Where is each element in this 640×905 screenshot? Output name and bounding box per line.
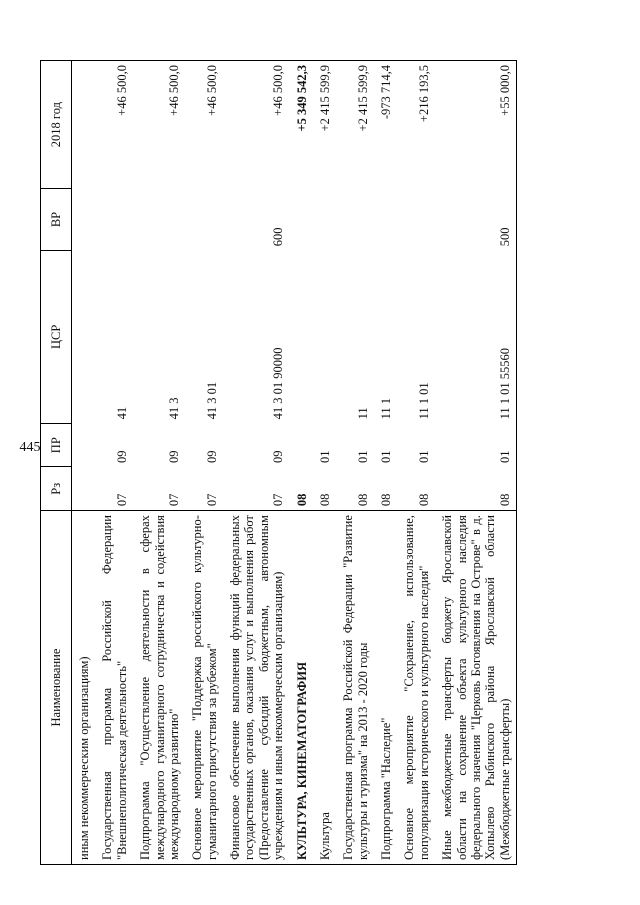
row-pr: 01 [379, 450, 393, 463]
table-row [185, 61, 223, 865]
row-vr [133, 189, 185, 251]
row-rz: 08 [397, 467, 435, 511]
row-rz: 07 [95, 467, 133, 511]
row-pr [72, 423, 96, 467]
table-row [435, 61, 516, 865]
row-amount: -973 714,4 [374, 61, 397, 189]
row-csr: 41 [114, 406, 129, 420]
row-pr: 09 [166, 450, 181, 463]
row-name: Государственная программа Российской Федерации "Развитие культуры и туризма" на 2013 - 2020 годы [336, 511, 374, 865]
row-pr: 01 [317, 450, 332, 463]
header-csr: ЦСР [41, 250, 72, 423]
row-amount: +46 500,0 [133, 61, 185, 189]
row-name: Основное мероприятие "Поддержка российского культурно-гуманитарного присутствия за рубежом" [185, 511, 223, 865]
row-name: Подпрограмма "Наследие" [374, 511, 397, 865]
row-rz: 08 [336, 467, 374, 511]
row-rz: 08 [313, 467, 336, 511]
row-name: Иные межбюджетные трансферты бюджету Ярославской области на сохранение объекта культурного наследия федерального значения "Церковь Богоявления на Острове" в д. Хопылево Рыбинского района Ярославской области (Межбюджетные трансферты) [435, 511, 516, 865]
row-vr [397, 189, 435, 251]
table-body [72, 61, 517, 865]
row-name: Подпрограмма "Осуществление деятельности в сферах международного гуманитарного сотрудничества и содействия международному развитию" [133, 511, 185, 865]
row-amount [72, 61, 96, 189]
row-amount: +46 500,0 [223, 61, 290, 189]
row-csr: 11 1 [379, 397, 393, 420]
row-pr: 09 [204, 450, 219, 463]
row-amount: +216 193,5 [397, 61, 435, 189]
row-name: Финансовое обеспечение выполнения функций федеральных государственных органов, оказания услуг и выполнения работ (Предоставление субсидий бюджетным, автономным учреждениям и иным некоммерческим организациям) [223, 511, 290, 865]
header-rz: Рз [41, 467, 72, 511]
page-number: 445 [19, 440, 41, 455]
row-rz: 07 [223, 467, 290, 511]
rotated-table-wrapper [40, 60, 608, 865]
table-row [72, 61, 96, 865]
row-pr: 01 [435, 423, 516, 467]
row-amount: +5 349 542,3 [290, 61, 313, 189]
row-vr [95, 189, 133, 251]
row-amount: +2 415 599,9 [336, 61, 374, 189]
row-amount: +55 000,0 [435, 61, 516, 189]
header-name: Наименование [41, 511, 72, 865]
header-pr: ПР [41, 423, 72, 467]
row-csr [72, 250, 96, 423]
row-name: Государственная программа Российской Федерации "Внешнеполитическая деятельность" [95, 511, 133, 865]
header-row [41, 61, 72, 865]
row-rz: 07 [133, 467, 185, 511]
row-csr: 11 [355, 407, 370, 420]
table-row [313, 61, 336, 865]
row-vr [185, 189, 223, 251]
row-vr: 500 [435, 189, 516, 251]
row-pr: 01 [416, 450, 431, 463]
row-rz: 07 [185, 467, 223, 511]
table-row [397, 61, 435, 865]
header-vr: ВР [41, 189, 72, 251]
row-vr [290, 189, 313, 251]
row-name: Культура [313, 511, 336, 865]
row-csr [313, 250, 336, 423]
row-csr [290, 250, 313, 423]
row-name: иным некоммерческим организациям) [72, 511, 96, 865]
row-name: КУЛЬТУРА, КИНЕМАТОГРАФИЯ [290, 511, 313, 865]
table-row [223, 61, 290, 865]
row-vr [313, 189, 336, 251]
row-vr [374, 189, 397, 251]
row-pr [290, 423, 313, 467]
row-pr: 01 [355, 450, 370, 463]
row-csr: 41 3 01 [204, 381, 219, 420]
row-pr: 09 [114, 450, 129, 463]
table-row [374, 61, 397, 865]
row-vr [72, 189, 96, 251]
row-amount: +2 415 599,9 [313, 61, 336, 189]
row-vr: 600 [271, 227, 286, 247]
row-csr: 41 3 [166, 397, 181, 420]
row-csr: 41 3 01 90000 [271, 347, 286, 420]
row-amount: +46 500,0 [95, 61, 133, 189]
row-rz: 08 [435, 467, 516, 511]
table-row [336, 61, 374, 865]
table-row-section [290, 61, 313, 865]
row-rz [72, 467, 96, 511]
row-csr: 11 1 01 55560 [435, 250, 516, 423]
budget-table [40, 60, 517, 865]
row-rz: 08 [374, 467, 397, 511]
row-pr: 09 [271, 450, 286, 463]
row-csr: 11 1 01 [416, 382, 431, 420]
row-rz: 08 [290, 467, 313, 511]
row-vr [336, 189, 374, 251]
table-row [133, 61, 185, 865]
table-row [95, 61, 133, 865]
row-name: Основное мероприятие "Сохранение, использование, популяризация исторического и культурного наследия" [397, 511, 435, 865]
header-year: 2018 год [41, 61, 72, 189]
row-amount: +46 500,0 [185, 61, 223, 189]
